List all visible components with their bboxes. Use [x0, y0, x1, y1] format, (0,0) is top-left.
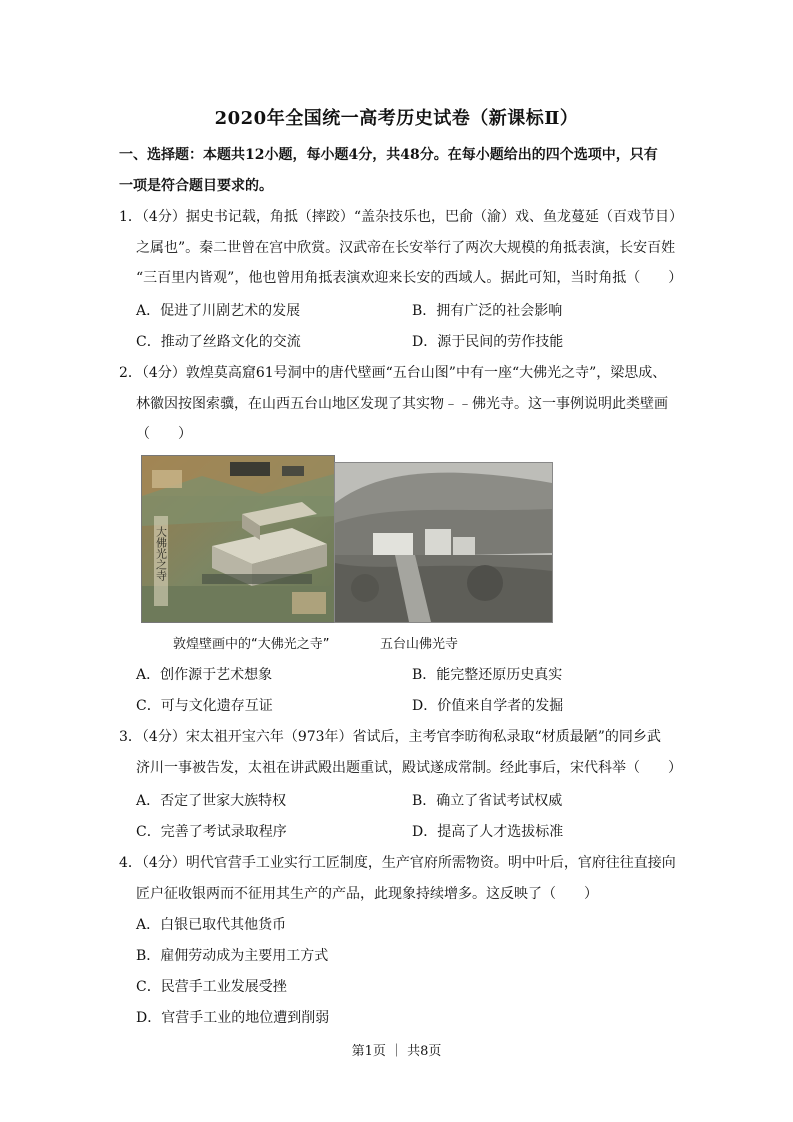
question-line: 匠户征收银两而不征用其生产的产品，此现象持续增多。这反映了（ ） [136, 885, 598, 902]
question-3 [119, 722, 682, 783]
question-line: （ ） [136, 426, 192, 442]
option-a: A．促进了川剧艺术的发展 [136, 303, 301, 319]
mural-image [141, 455, 335, 623]
question-line: 林徽因按图索骥，在山西五台山地区发现了其实物﹣﹣佛光寺。这一事例说明此类壁画 [136, 395, 668, 412]
mural-caption: 敦煌壁画中的“大佛光之寺” [173, 637, 330, 652]
option-c: C．完善了考试录取程序 [136, 824, 287, 840]
option-b: B．能完整还原历史真实 [412, 667, 563, 683]
question-4 [119, 848, 679, 909]
option-d: D．价值来自学者的发掘 [412, 698, 564, 714]
option-c: C．可与文化遗存互证 [136, 698, 273, 714]
option-a: A．白银已取代其他货币 [136, 917, 287, 933]
question-1 [119, 202, 683, 294]
section-header-line: 一项是符合题目要求的。 [119, 178, 273, 194]
section-header [119, 140, 679, 202]
option-d: D．官营手工业的地位遭到削弱 [136, 1010, 330, 1026]
option-a: A．否定了世家大族特权 [136, 793, 287, 809]
question-line: 2．（4分）敦煌莫高窟61号洞中的唐代壁画“五台山图”中有一座“大佛光之寺”，梁思成、 [119, 365, 667, 381]
option-a: A．创作源于艺术想象 [136, 667, 273, 683]
question-line: 3．（4分）宋太祖开宝六年（973年）省试后，主考官李昉徇私录取“材质最陋”的同乡武 [119, 729, 661, 745]
option-d: D．源于民间的劳作技能 [412, 334, 564, 350]
question-line: “三百里内皆观”，他也曾用角抵表演欢迎来长安的西域人。据此可知，当时角抵（ ） [136, 270, 683, 286]
section-header-line: 一、选择题：本题共12小题，每小题4分，共48分。在每小题给出的四个选项中，只有 [119, 147, 658, 163]
mural-label: 大佛光之寺 [154, 526, 168, 581]
question-line: 4．（4分）明代官营手工业实行工匠制度，生产官府所需物资。明中叶后，官府往往直接向 [119, 855, 676, 871]
question-2 [119, 358, 679, 450]
option-b: B．确立了省试考试权威 [412, 793, 563, 809]
page-footer: 第1页 ｜ 共8页 [351, 1044, 442, 1059]
question-line: 济川一事被告发，太祖在讲武殿出题重试，殿试遂成常制。经此事后，宋代科举（ ） [136, 759, 682, 776]
temple-caption: 五台山佛光寺 [380, 637, 459, 652]
question-line: 1．（4分）据史书记载，角抵（摔跤）“盖杂技乐也，巴俞（渝）戏、鱼龙蔓延（百戏节目） [119, 209, 683, 225]
page-title: 2020年全国统一高考历史试卷（新课标Ⅱ） [214, 108, 579, 129]
question-line: 之属也”。秦二世曾在宫中欣赏。汉武帝在长安举行了两次大规模的角抵表演，长安百姓 [136, 239, 676, 256]
option-b: B．雇佣劳动成为主要用工方式 [136, 948, 329, 964]
option-c: C．民营手工业发展受挫 [136, 979, 287, 995]
temple-photo [334, 462, 553, 623]
option-b: B．拥有广泛的社会影响 [412, 303, 563, 319]
option-c: C．推动了丝路文化的交流 [136, 334, 301, 350]
option-d: D．提高了人才选拔标准 [412, 824, 564, 840]
mural-illustration [142, 456, 334, 622]
temple-illustration [335, 463, 552, 622]
